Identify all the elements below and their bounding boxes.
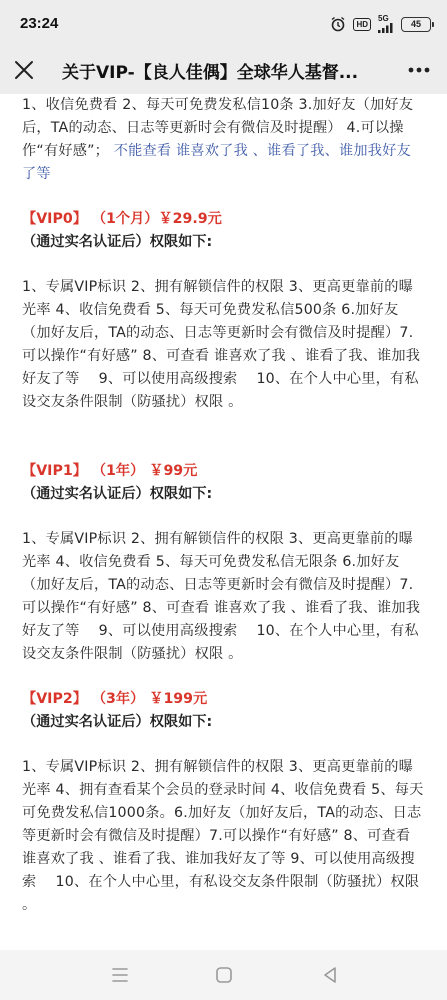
vip1-price: ￥99元 bbox=[149, 463, 198, 479]
system-navigation-bar bbox=[0, 950, 447, 1000]
battery-icon: 45 bbox=[401, 17, 431, 32]
more-options-button[interactable] bbox=[405, 58, 433, 82]
vip2-subtitle: （通过实名认证后）权限如下: bbox=[22, 714, 213, 730]
page-title: 关于VIP-【良人佳偶】全球华人基督... bbox=[62, 63, 359, 83]
home-icon bbox=[212, 963, 236, 987]
more-icon bbox=[405, 58, 433, 82]
signal-icon bbox=[378, 15, 394, 33]
vip0-price: ￥29.9元 bbox=[158, 211, 222, 227]
vip2-body: 1、专属VIP标识 2、拥有解锁信件的权限 3、更高更靠前的曝光率 4、拥有查看某个会员的登录时间 4、收信免费看 5、每天可免费发私信1000条。6.加好友（加好友后，TA的动态、日志等更新时会有微信及时提醒）7.可以操作“有好感” 8、可查看 谁喜欢了我 、谁看了我、谁加我好友了等 9、可以使用高级搜索 10、在个人中心里，有私设交友条件限制（防骚扰）权限 。 bbox=[22, 759, 424, 913]
nav-bar bbox=[0, 46, 447, 94]
vip2-name: 【VIP2】 bbox=[22, 691, 87, 707]
hd-badge: HD bbox=[353, 18, 371, 31]
vip2-duration: （3年） bbox=[91, 691, 145, 707]
vip0-subtitle: （通过实名认证后）权限如下: bbox=[22, 234, 213, 250]
intro-paragraph bbox=[22, 94, 425, 186]
status-time: 23:24 bbox=[20, 15, 59, 32]
intro-text: 1、收信免费看 2、每天可免费发私信10条 3.加好友（加好友后，TA的动态、日志等更新时会有微信及时提醒） 4.可以操作“有好感”； bbox=[22, 97, 414, 159]
vip2-price: ￥199元 bbox=[149, 691, 208, 707]
vip0-title bbox=[22, 208, 425, 231]
vip1-subtitle: （通过实名认证后）权限如下: bbox=[22, 486, 213, 502]
vip1-duration: （1年） bbox=[91, 463, 145, 479]
vip1-title bbox=[22, 460, 425, 483]
article-content[interactable] bbox=[0, 94, 447, 950]
alarm-icon bbox=[330, 16, 346, 32]
vip1-body: 1、专属VIP标识 2、拥有解锁信件的权限 3、更高更靠前的曝光率 4、收信免费看 5、每天可免费发私信无限条 6.加好友（加好友后，TA的动态、日志等更新时会有微信及时提醒）7.可以操作“有好感” 8、可查看 谁喜欢了我 、谁看了我、谁加我好友了等 9、可以使用高级搜索 10、在个人中心里，有私设交友条件限制（防骚扰）权限 。 bbox=[22, 531, 421, 662]
vip0-body: 1、专属VIP标识 2、拥有解锁信件的权限 3、更高更靠前的曝光率 4、收信免费看 5、每天可免费发私信500条 6.加好友（加好友后，TA的动态、日志等更新时会有微信及时提醒）7.可以操作“有好感” 8、可查看 谁喜欢了我 、谁看了我、谁加我好友了等 9、可以使用高级搜索 10、在个人中心里，有私设交友条件限制（防骚扰）权限 。 bbox=[22, 279, 421, 410]
status-bar bbox=[0, 0, 447, 46]
intro-restriction-text: 不能查看 谁喜欢了我 、谁看了我、谁加我好友了等 bbox=[22, 143, 411, 182]
home-key[interactable] bbox=[212, 963, 236, 987]
menu-icon bbox=[108, 963, 132, 987]
vip0-name: 【VIP0】 bbox=[22, 211, 87, 227]
vip1-name: 【VIP1】 bbox=[22, 463, 87, 479]
close-icon bbox=[10, 56, 38, 84]
back-icon bbox=[318, 963, 342, 987]
network-type-label: 5G bbox=[378, 14, 389, 23]
menu-key[interactable] bbox=[108, 963, 132, 987]
vip2-title bbox=[22, 688, 425, 711]
vip0-duration: （1个月） bbox=[91, 211, 159, 227]
status-icons bbox=[330, 14, 431, 34]
back-key[interactable] bbox=[318, 963, 342, 987]
close-button[interactable] bbox=[10, 56, 38, 84]
